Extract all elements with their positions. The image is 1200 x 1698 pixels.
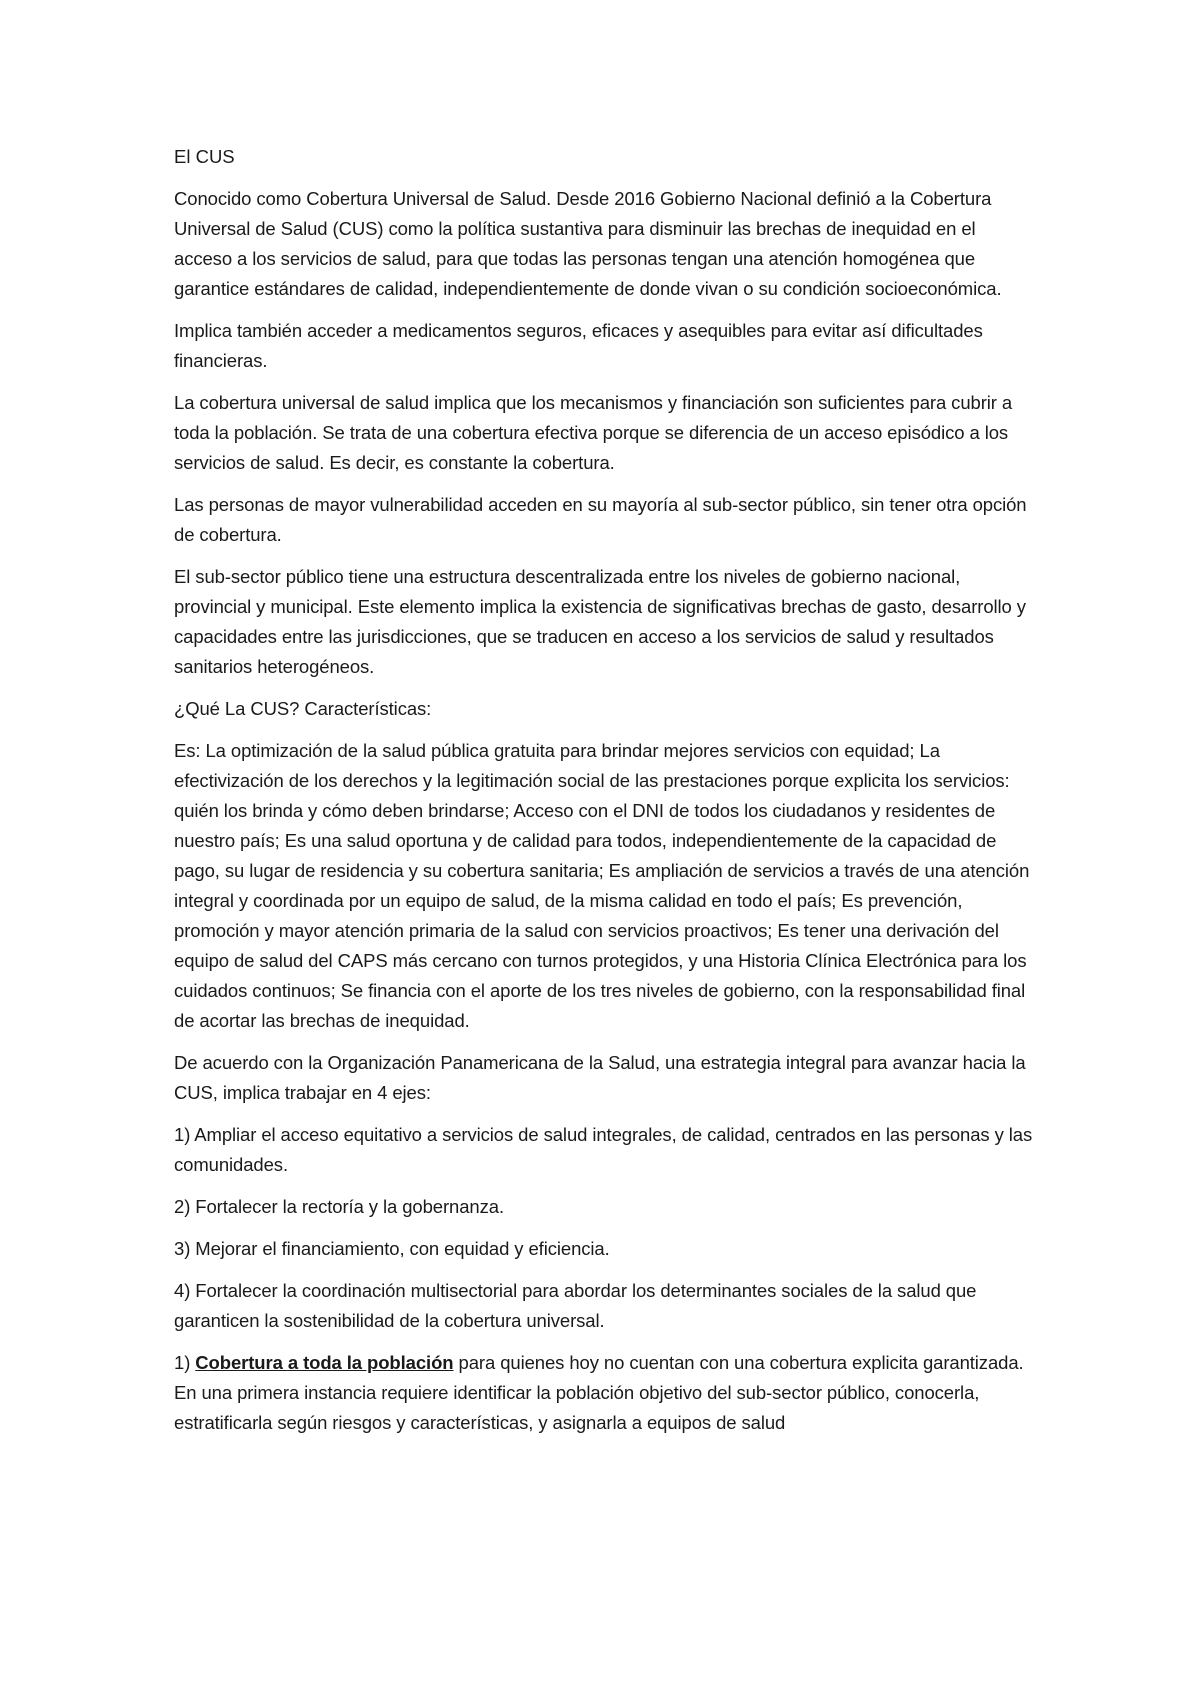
underlined-heading: Cobertura a toda la población [195, 1352, 454, 1373]
paragraph-cobertura-poblacion [174, 1348, 1034, 1438]
list-item-eje-3: 3) Mejorar el financiamiento, con equidad y eficiencia. [174, 1238, 610, 1259]
paragraph-rest: para quienes hoy no cuentan con una cobertura explicita garantizada. En una primera instancia requiere identificar la población objetivo del sub-sector público, conocerla, estratificarla según riesgos y características, y asignarla a equipos de salud [174, 1352, 1024, 1433]
document-title: El CUS [174, 146, 235, 167]
paragraph-cobertura-universal: La cobertura universal de salud implica que los mecanismos y financiación son suficientes para cubrir a toda la población. Se trata de una cobertura efectiva porque se diferencia de un acceso episódico a los servicios de salud. Es decir, es constante la cobertura. [174, 392, 1013, 473]
paragraph-vulnerabilidad: Las personas de mayor vulnerabilidad acceden en su mayoría al sub-sector público, sin tener otra opción de cobertura. [174, 494, 1027, 545]
paragraph-sub-sector: El sub-sector público tiene una estructura descentralizada entre los niveles de gobierno nacional, provincial y municipal. Este elemento implica la existencia de significativas brechas de gasto, desarrollo y capacidades entre las jurisdicciones, que se traducen en acceso a los servicios de salud y resultados sanitarios heterogéneos. [174, 566, 1026, 677]
document-body [174, 142, 1034, 1450]
paragraph-prefix: 1) [174, 1352, 196, 1373]
list-item-eje-1: 1) Ampliar el acceso equitativo a servicios de salud integrales, de calidad, centrados en las personas y las comunidades. [174, 1124, 1033, 1175]
paragraph-medicamentos: Implica también acceder a medicamentos seguros, eficaces y asequibles para evitar así dificultades financieras. [174, 320, 983, 371]
paragraph-ops-estrategia: De acuerdo con la Organización Panamericana de la Salud, una estrategia integral para avanzar hacia la CUS, implica trabajar en 4 ejes: [174, 1052, 1026, 1103]
paragraph-caracteristicas: Es: La optimización de la salud pública gratuita para brindar mejores servicios con equidad; La efectivización de los derechos y la legitimación social de las prestaciones porque explicita los servicios: quién los brinda y cómo deben brindarse; Acceso con el DNI de todos los ciudadanos y residentes de nuestro país; Es una salud oportuna y de calidad para todos, independientemente de la capacidad de pago, su lugar de residencia y su cobertura sanitaria; Es ampliación de servicios a través de una atención integral y coordinada por un equipo de salud, de la misma calidad en todo el país; Es prevención, promoción y mayor atención primaria de la salud con servicios proactivos; Es tener una derivación del equipo de salud del CAPS más cercano con turnos protegidos, y una Historia Clínica Electrónica para los cuidados continuos; Se financia con el aporte de los tres niveles de gobierno, con la responsabilidad final de acortar las brechas de inequidad. [174, 740, 1030, 1031]
list-item-eje-4: 4) Fortalecer la coordinación multisectorial para abordar los determinantes sociales de la salud que garanticen la sostenibilidad de la cobertura universal. [174, 1280, 977, 1331]
paragraph-caracteristicas-heading: ¿Qué La CUS? Características: [174, 698, 432, 719]
list-item-eje-2: 2) Fortalecer la rectoría y la gobernanza. [174, 1196, 504, 1217]
paragraph-intro: Conocido como Cobertura Universal de Salud. Desde 2016 Gobierno Nacional definió a la Cobertura Universal de Salud (CUS) como la política sustantiva para disminuir las brechas de inequidad en el acceso a los servicios de salud, para que todas las personas tengan una atención homogénea que garantice estándares de calidad, independientemente de donde vivan o su condición socioeconómica. [174, 188, 1002, 299]
